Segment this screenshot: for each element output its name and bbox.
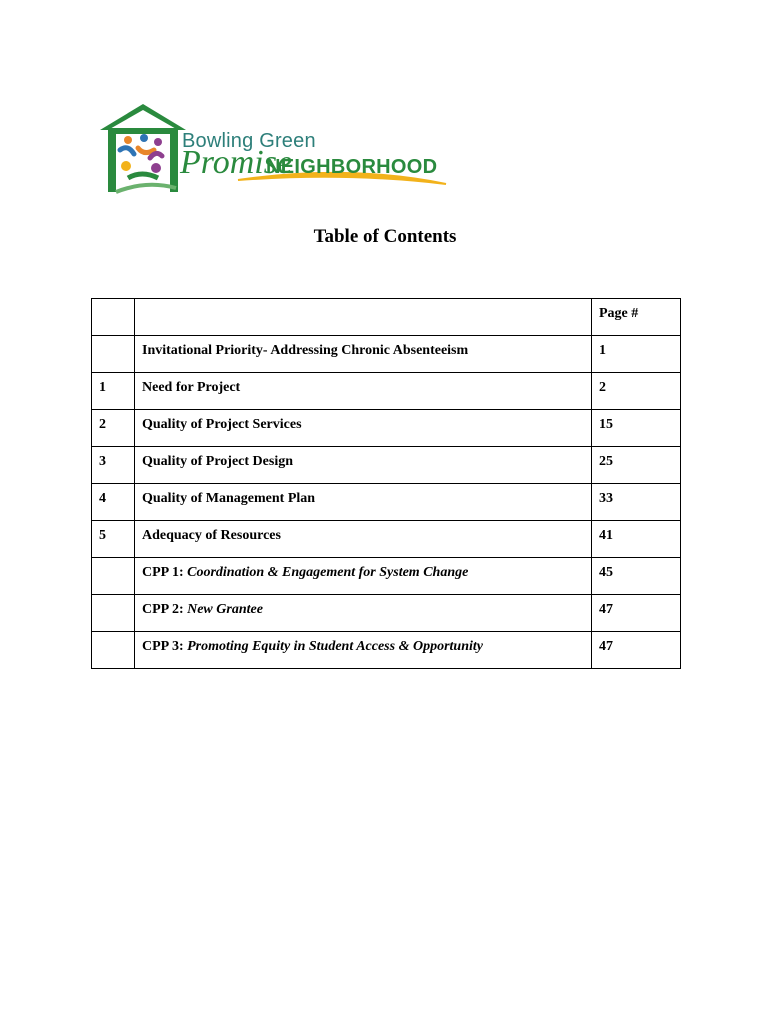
section-title-cell — [135, 632, 592, 669]
section-number-cell: 3 — [92, 447, 135, 484]
section-number-cell: 1 — [92, 373, 135, 410]
page-number-cell: 45 — [592, 558, 681, 595]
page-number-cell: 47 — [592, 632, 681, 669]
page-number-cell: 33 — [592, 484, 681, 521]
table-row — [92, 632, 681, 669]
logo-text-promise: Promise — [180, 144, 293, 181]
section-title-italic: New Grantee — [187, 602, 263, 617]
table-row — [92, 521, 681, 558]
table-row — [92, 410, 681, 447]
section-title: Invitational Priority- Addressing Chronic Absenteeism — [142, 343, 469, 358]
section-title: Quality of Project Design — [142, 454, 293, 469]
section-number-cell: 2 — [92, 410, 135, 447]
table-row — [92, 336, 681, 373]
section-number-cell — [92, 336, 135, 373]
page-title: Table of Contents — [313, 226, 457, 247]
section-title-cell — [135, 410, 592, 447]
section-title: CPP 1: — [142, 565, 188, 580]
section-title: Adequacy of Resources — [142, 528, 281, 543]
section-title: Quality of Project Services — [142, 417, 302, 432]
table-row — [92, 558, 681, 595]
page-number-cell: 47 — [592, 595, 681, 632]
section-title: Need for Project — [142, 380, 241, 395]
bowling-green-promise-neighborhood-logo — [98, 100, 450, 196]
section-title-cell — [135, 521, 592, 558]
table-row — [92, 447, 681, 484]
section-number-cell — [92, 595, 135, 632]
header-section-cell — [135, 299, 592, 336]
section-title-italic: Coordination & Engagement for System Change — [187, 565, 469, 580]
section-number-cell — [92, 632, 135, 669]
section-title: CPP 2: — [142, 602, 188, 617]
section-number-cell: 4 — [92, 484, 135, 521]
page-number-cell: 2 — [592, 373, 681, 410]
section-title-cell — [135, 447, 592, 484]
section-title-cell — [135, 595, 592, 632]
page-number-cell: 1 — [592, 336, 681, 373]
section-title-cell — [135, 558, 592, 595]
table-header-row — [92, 299, 681, 336]
header-num-cell — [92, 299, 135, 336]
table-row — [92, 484, 681, 521]
page-number-cell: 25 — [592, 447, 681, 484]
section-title: Quality of Management Plan — [142, 491, 316, 506]
logo-text-bowling-green: Bowling Green — [182, 130, 316, 152]
section-title-cell — [135, 484, 592, 521]
header-page-cell: Page # — [592, 299, 681, 336]
section-title: CPP 3: — [142, 639, 188, 654]
logo-text-neighborhood: NEIGHBORHOOD — [266, 156, 438, 178]
table-row — [92, 595, 681, 632]
section-title-cell — [135, 373, 592, 410]
section-number-cell — [92, 558, 135, 595]
page-number-cell: 41 — [592, 521, 681, 558]
section-number-cell: 5 — [92, 521, 135, 558]
table-of-contents — [91, 298, 681, 669]
page-number-cell: 15 — [592, 410, 681, 447]
section-title-italic: Promoting Equity in Student Access & Opportunity — [187, 639, 483, 654]
table-row — [92, 373, 681, 410]
section-title-cell — [135, 336, 592, 373]
